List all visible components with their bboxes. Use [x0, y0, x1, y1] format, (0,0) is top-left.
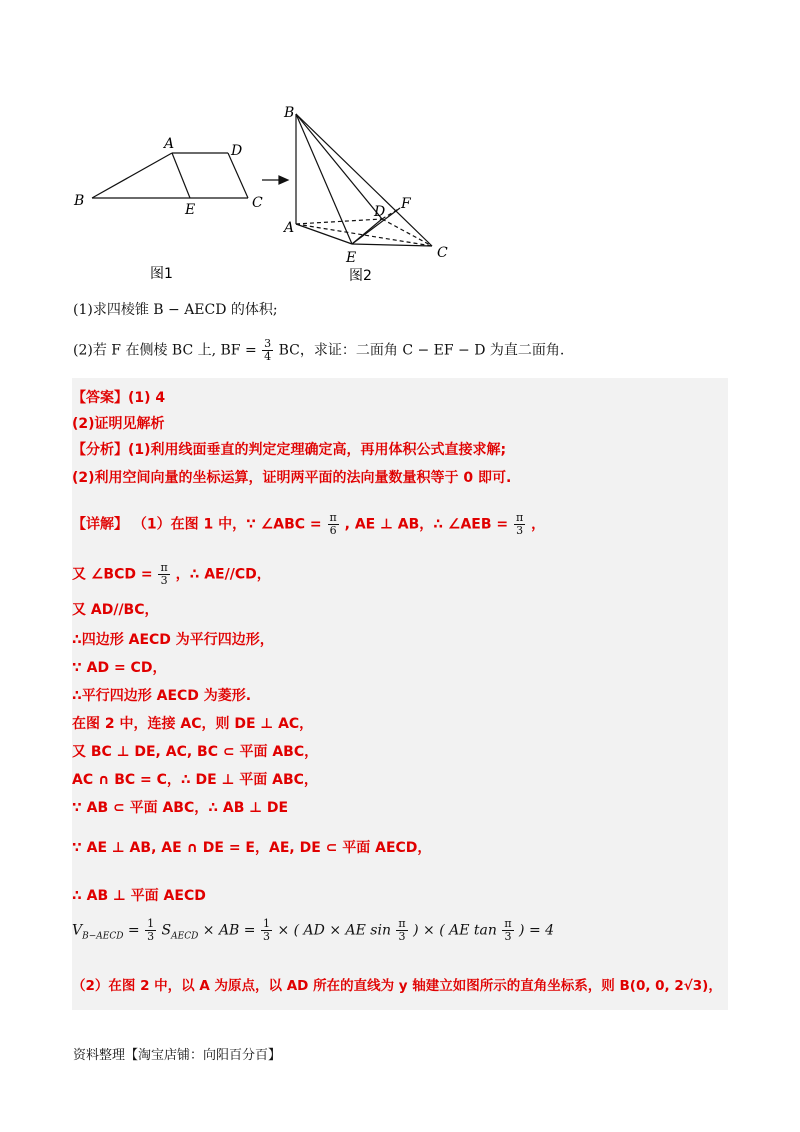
question-1: (1)求四棱锥 B − AECD 的体积; — [73, 302, 278, 318]
detail-line-14: （2）在图 2 中，以 A 为原点，以 AD 所在的直线为 y 轴建立如图所示的直角坐标系，则 B(0, 0, 2√3)， — [72, 978, 722, 994]
analysis-line-1: 【分析】(1)利用线面垂直的判定定理确定高，再用体积公式直接求解; — [72, 442, 507, 458]
detail-line-2: 又 ∠BCD = $\frac{\pi}{3}$ ，∴ AE//CD， — [72, 561, 271, 587]
fig1-label-c: C — [252, 195, 263, 211]
fig1-edge-ab — [92, 153, 172, 198]
fraction-pi-3-c: $\frac{\pi}{3}$ — [398, 917, 406, 943]
fraction-pi-3-d: $\frac{\pi}{3}$ — [504, 917, 512, 943]
fig2-edge-be — [296, 114, 352, 244]
detail-line-6: ∴平行四边形 AECD 为菱形. — [72, 688, 252, 704]
answer-line-1: 【答案】(1) 4 — [72, 390, 166, 406]
detail-line-5: ∵ AD = CD， — [72, 660, 167, 676]
detail-line-8: 又 BC ⊥ DE, AC, BC ⊂ 平面 ABC， — [72, 744, 319, 760]
fig2-label-d: D — [374, 204, 386, 220]
footer-source: 资料整理【淘宝店铺：向阳百分百】 — [73, 1048, 282, 1063]
question-2-suffix: BC，求证：二面角 C − EF − D 为直二面角. — [278, 342, 565, 359]
fig1-edge-ae — [172, 153, 190, 198]
detail-line-11: ∵ AE ⊥ AB, AE ∩ DE = E，AE, DE ⊂ 平面 AECD， — [72, 840, 432, 856]
fig2-edge-ed — [352, 219, 382, 244]
fraction-1-3-b: $\frac{1}{3}$ — [262, 917, 270, 943]
fig2-label-a: A — [284, 220, 295, 236]
figure-2 — [296, 114, 432, 246]
fig2-edge-ec — [352, 244, 432, 246]
fig1-label-a: A — [164, 136, 175, 152]
question-2-prefix: (2)若 F 在侧棱 BC 上, BF = — [73, 342, 257, 359]
fig2-edge-bd — [296, 114, 382, 219]
detail-line-1: 【详解】 （1）在图 1 中，∵ ∠ABC = $\frac{\pi}{6}$ , AE ⊥ AB，∴ ∠AEB = $\frac{\pi}{3}$ ， — [72, 511, 546, 537]
fig2-edge-bc — [296, 114, 432, 246]
detail-line-3: 又 AD//BC， — [72, 602, 159, 618]
fig1-label-b: B — [74, 193, 85, 209]
question-2 — [73, 338, 564, 363]
fraction-3-4: $\frac{3}{4}$ — [264, 337, 272, 363]
answer-line-2: (2)证明见解析 — [72, 416, 165, 432]
detail-line-12: ∴ AB ⊥ 平面 AECD — [72, 888, 206, 904]
detail-line-7: 在图 2 中，连接 AC，则 DE ⊥ AC， — [72, 716, 314, 732]
fraction-pi-3: $\frac{\pi}{3}$ — [516, 511, 524, 537]
fig1-label-e: E — [185, 202, 196, 218]
fraction-pi-3-b: $\frac{\pi}{3}$ — [160, 561, 168, 587]
geometry-figures — [0, 0, 800, 295]
volume-formula: $V_{B-AECD}$ = $\frac{1}{3}$ $S_{AECD}$ × AB = $\frac{1}{3}$ × ( AD × AE sin $\frac{\pi}{3}$ ) × ( AE tan $\frac{\pi}{3}$ ) = 4 — [72, 917, 555, 943]
fig2-label-f: F — [401, 196, 411, 212]
fig1-label-d: D — [231, 143, 243, 159]
fig2-edge-ad — [296, 219, 382, 224]
figures — [0, 0, 800, 295]
fraction-pi-6: $\frac{\pi}{6}$ — [329, 511, 337, 537]
detail-line-4: ∴四边形 AECD 为平行四边形， — [72, 632, 274, 648]
fig1-caption: 图1 — [150, 266, 173, 282]
fig2-label-c: C — [437, 245, 448, 261]
transform-arrow — [262, 176, 288, 184]
fig2-label-e: E — [346, 250, 357, 266]
fig2-edge-ae — [296, 224, 352, 244]
detail-line-9: AC ∩ BC = C，∴ DE ⊥ 平面 ABC， — [72, 772, 318, 788]
analysis-line-2: (2)利用空间向量的坐标运算，证明两平面的法向量数量积等于 0 即可. — [72, 470, 512, 486]
fig2-caption: 图2 — [349, 268, 372, 284]
detail-line-10: ∵ AB ⊂ 平面 ABC，∴ AB ⊥ DE — [72, 800, 289, 816]
fig2-label-b: B — [284, 105, 295, 121]
figure-1 — [92, 153, 248, 198]
fraction-1-3-a: $\frac{1}{3}$ — [147, 917, 155, 943]
answer-section — [72, 378, 728, 1010]
fig1-edge-dc — [228, 153, 248, 198]
